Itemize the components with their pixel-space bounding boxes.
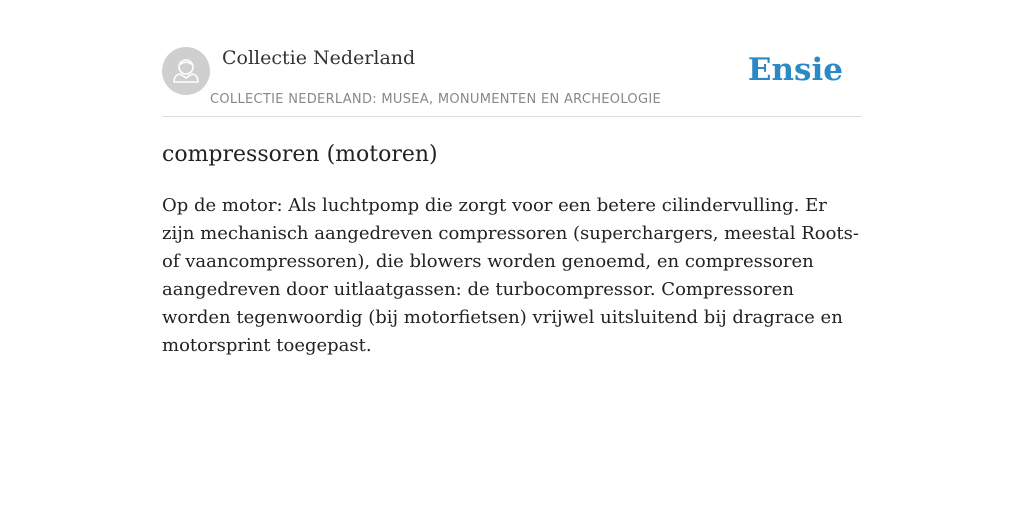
entry-header xyxy=(162,0,862,117)
user-silhouette-icon xyxy=(162,47,210,95)
entry-title: compressoren (motoren) xyxy=(162,142,438,167)
ensie-logo[interactable]: Ensie xyxy=(747,52,843,88)
entry-definition: Op de motor: Als luchtpomp die zorgt voor een betere cilindervulling. Er zijn mechanisch aangedreven compressoren (superchargers, meestal Roots- of vaancompressoren), die blowers worden genoemd, en compressoren aangedreven door uitlaatgassen: de turbocompressor. Compressoren worden tegenwoordig (bij motorfietsen) vrijwel uitsluitend bij dragrace en motorsprint toegepast. xyxy=(162,195,859,356)
author-avatar[interactable] xyxy=(162,47,210,95)
author-subtitle: COLLECTIE NEDERLAND: MUSEA, MONUMENTEN EN ARCHEOLOGIE xyxy=(210,92,661,107)
entry-card xyxy=(162,0,862,512)
author-name[interactable]: Collectie Nederland xyxy=(222,47,416,69)
